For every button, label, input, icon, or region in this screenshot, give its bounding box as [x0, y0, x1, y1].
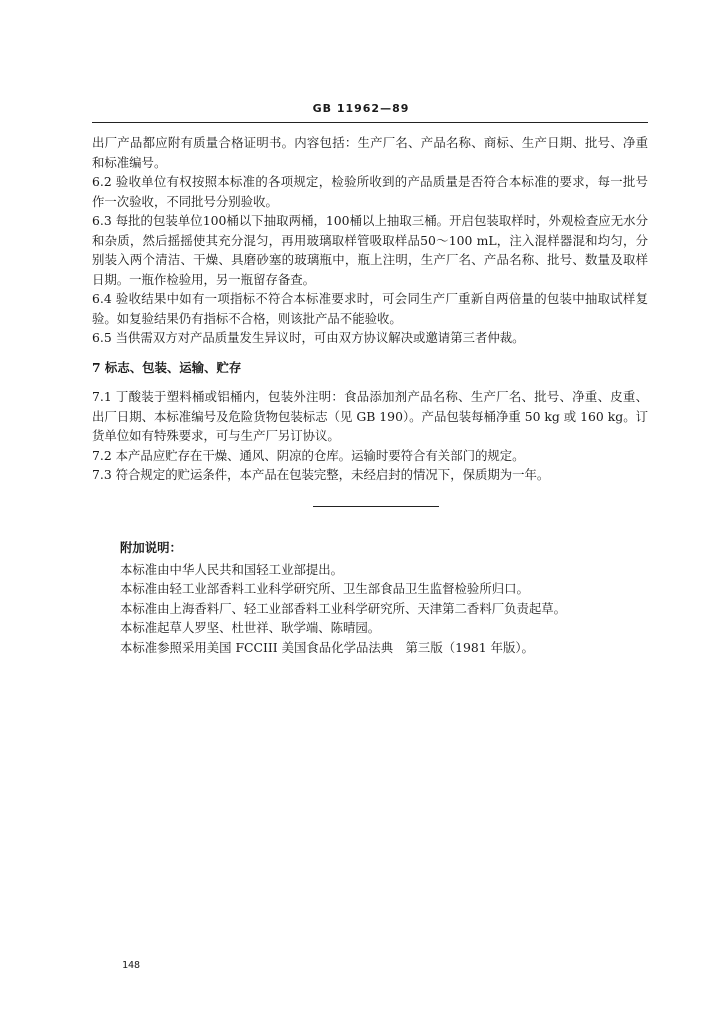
additional-notes — [120, 538, 640, 657]
notes-title: 附加说明： — [120, 540, 182, 555]
clause-7-1: 7.1 丁酸装于塑料桶或铝桶内，包装外注明：食品添加剂产品名称、生产厂名、批号、净重、皮重、出厂日期、本标准编号及危险货物包装标志（见 GB 190）。产品包装每桶净重 50 kg 或 160 kg。订货单位如有特殊要求，可与生产厂另订协议。 — [92, 389, 648, 443]
clause-7-3: 7.3 符合规定的贮运条件，本产品在包装完整，未经启封的情况下，保质期为一年。 — [92, 467, 550, 482]
end-of-text-divider — [313, 506, 439, 507]
section-7-heading: 7 标志、包装、运输、贮存 — [92, 359, 242, 375]
paragraph-certificate: 出厂产品都应附有质量合格证明书。内容包括：生产厂名、产品名称、商标、生产日期、批号、净重和标准编号。 — [92, 135, 648, 170]
clause-7-2: 7.2 本产品应贮存在干燥、通风、阴凉的仓库。运输时要符合有关部门的规定。 — [92, 447, 525, 463]
document-body — [92, 133, 648, 485]
clause-6-3: 6.3 每批的包装单位100桶以下抽取两桶，100桶以上抽取三桶。开启包装取样时，外观检查应无水分和杂质，然后摇摇使其充分混匀，再用玻璃取样管吸取样品50～100 mL，注入混样器混和均匀，分别装入两个清洁、干燥、具磨砂塞的玻璃瓶中，瓶上注明，生产厂名、产品名称、批号、数量及取样日期。一瓶作检验用，另一瓶留存备查。 — [92, 213, 648, 287]
header-divider — [92, 122, 648, 123]
note-line: 本标准由轻工业部香料工业科学研究所、卫生部食品卫生监督检验所归口。 — [120, 581, 529, 596]
clause-6-5: 6.5 当供需双方对产品质量发生异议时，可由双方协议解决或邀请第三者仲裁。 — [92, 330, 525, 345]
note-line: 本标准由上海香料厂、轻工业部香料工业科学研究所、天津第二香料厂负责起草。 — [120, 600, 567, 616]
note-line: 本标准由中华人民共和国轻工业部提出。 — [120, 561, 344, 577]
page-number: 148 — [122, 960, 141, 971]
clause-6-2: 6.2 验收单位有权按照本标准的各项规定，检验所收到的产品质量是否符合本标准的要求，每一批号作一次验收，不同批号分别验收。 — [92, 174, 648, 209]
clause-6-4: 6.4 验收结果中如有一项指标不符合本标准要求时，可会同生产厂重新自两倍量的包装中抽取试样复验。如复验结果仍有指标不合格，则该批产品不能验收。 — [92, 291, 648, 326]
standard-code-header: GB 11962—89 — [312, 102, 410, 115]
note-line: 本标准参照采用美国 FCCIII 美国食品化学品法典 第三版（1981 年版）。 — [120, 639, 534, 655]
note-line: 本标准起草人罗坚、杜世祥、耿学端、陈晴园。 — [120, 620, 381, 635]
